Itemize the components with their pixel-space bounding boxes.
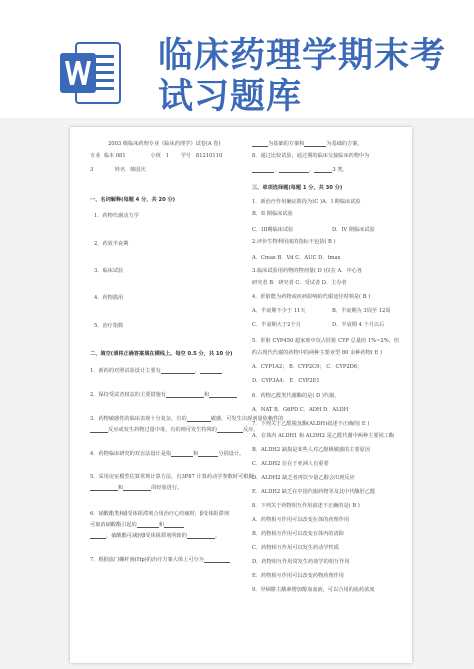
info-name-label: 姓名 <box>114 167 126 173</box>
info-row-2 <box>90 167 146 173</box>
document-title-line-1: 临床药理学期末考 <box>158 36 447 76</box>
mcq-7: 7．下列关于乙醛脱氢酶(ALDH)叙述不正确的( E ) <box>252 421 370 427</box>
fill-7: 7．根据血门螺杆菌(Hp)的治疗方案大体上可分为 <box>90 557 230 563</box>
mcq-8-d: D．药物相互作用常发生药效学的相互作用 <box>252 559 350 565</box>
mcq-4-d: D．半衰期 4 个月以后 <box>332 322 385 328</box>
info-seq: 3 <box>90 167 94 173</box>
mcq-8-c: C．药物相互作用可以发生药动学性质 <box>252 545 339 551</box>
page-header <box>0 0 474 118</box>
info-group-value: 1 <box>165 153 170 159</box>
document-title-line-2: 试习题库 <box>158 77 303 117</box>
section3-title: 三、单项选择题(每题 1 分，共 30 分) <box>252 185 343 191</box>
mcq-2: 2.评价生物利用度的指标不包括( B ) <box>252 239 336 245</box>
mcq-3: 3.临床试验用药物的物剂量( D )仅在 A．中心各 <box>252 268 363 274</box>
exam-heading: 2003 级临床药理专业《临床药理学》试卷(A 卷) <box>108 141 221 147</box>
term-3: 3．临床试验 <box>94 268 124 274</box>
mcq-8-e: E．药物相互作用可以改变药物药理作用 <box>252 573 344 579</box>
info-id-label: 学号 <box>180 153 191 159</box>
fill-4: 4．药物临床研究的双盲法设计是指 和 分别设计。 <box>90 451 245 457</box>
mcq-9: 9．异烟肼主酸素增加醇血血液，可以合用的血药浓度 <box>252 587 375 593</box>
mcq-4-c: C．半衰期大于2个月 <box>252 322 301 328</box>
mcq-4: 4．肝脏能为药物或疾病影响的代谢途径时频是( B ) <box>252 294 371 300</box>
mcq-5-c: A．CYP1A2； B．CYP2C9； C．CYP2D6； <box>252 364 363 370</box>
fill-5b: 和 的经验进行。 <box>90 485 182 491</box>
mcq-8-b: B．药物相互作用可以改变在体内的清除 <box>252 531 344 537</box>
mcq-6: 6．药物乙醛类代谢酶的是( D )代谢。 <box>252 393 340 399</box>
mcq-2-options: A．Cmax B．Vd C．AUC D．tmax <box>252 255 341 261</box>
right-top-2: 8．通过比较试验，通过期的临床交接临床药物中为 <box>252 153 370 159</box>
info-major-value: 临本 081 <box>103 153 126 159</box>
mcq-5-b: 约占现代代谢的药物中的两种主要亚型 80 余种药物( E ) <box>252 350 382 356</box>
mcq-8: 8．下列关于药物相互作用叙述不正确的是( B ) <box>252 503 360 509</box>
fill-3a: 3．药物敏感性的临床表现十分复杂，有的 敏感，可发生出现剂量依赖性的 <box>90 416 284 422</box>
fill-6c: ，硝酸酯可减轻β受体阻滞剂所致的 。 <box>90 533 220 539</box>
mcq-5-d: D．CYP3A4； E．CYP2E1 <box>252 378 320 384</box>
section1-title: 一、名词解释(每题 4 分，共 20 分) <box>90 197 176 203</box>
mcq-7-b: B．ALDH2 缺损是某些人对乙醇极敏感的主要原因 <box>252 447 371 453</box>
fill-1: 1．新药的对照试验设计主要有 、 <box>90 368 222 374</box>
info-major-label: 专业 <box>90 153 101 159</box>
fill-3b: 反应或发生药物过量中毒，有的则可发生特殊的 反应。 <box>90 427 259 433</box>
term-1: 1．药物代谢动力学 <box>94 213 139 219</box>
mcq-1-d: D．IV 期临床试验 <box>332 227 375 233</box>
mcq-4-b: B．半衰期为 3周至 12周 <box>332 308 391 314</box>
fill-6b: 可取消硝酸酯引起的 和 <box>90 522 184 528</box>
mcq-1-c: C．III期临床试验 <box>252 227 294 233</box>
mcq-7-e: E．ALDH2 缺乏在中国代谢药物等及其中代酶肝乙醛 <box>252 489 376 495</box>
word-document-icon <box>60 41 122 105</box>
mcq-7-d: D．ALDH2 缺乏者再饮少量乙醇会出现反应 <box>252 475 355 481</box>
mcq-7-c: C．ALDH2 位在于亚洲人有重要 <box>252 461 329 467</box>
term-5: 5．治疗指数 <box>94 323 124 329</box>
mcq-8-a: A．药物相互作用可以改变在体的药理作用 <box>252 517 350 523</box>
info-id-value: 81210110 <box>195 153 223 159</box>
info-group-label: 小班 <box>150 153 161 159</box>
mcq-1-b: B．II 期临床试验 <box>252 211 293 217</box>
fill-6a: 6．硝酸酯类和β受体阻滞剂合用治疗心绞痛时，β受体阻滞剂 <box>90 511 229 517</box>
term-4: 4．药物滥用 <box>94 295 124 301</box>
section2-title: 二、填空(请将正确答案填在横线上。每空 0.5 分，共 10 分) <box>90 351 233 357</box>
mcq-1: 1．新治疗作用确证阶段为(C )A．I 期临床试验 <box>252 199 361 205</box>
info-row <box>90 153 222 159</box>
mcq-7-a: A．在体内 ALDH1 和 ALDH2 是乙醛代谢中两种主要同工酶 <box>252 433 395 439</box>
fill-2: 2．保持受试者权益的主要措施有 和 <box>90 392 237 398</box>
right-top-1: 为基础的方案和 为基础的方案。 <box>252 141 363 147</box>
info-name-value: 韩国庆 <box>130 167 146 173</box>
right-top-3: 、 、 3 类。 <box>252 167 348 173</box>
mcq-5: 5．肝脏 CYP450 超家族中仅占肝脏 CYP 总量的 1%~2%，但 <box>252 338 400 344</box>
mcq-6-options: A．NAT B．G6PD C．ADH D．ALDH <box>252 407 349 413</box>
mcq-4-a: A．半衰期不少于 11天 <box>252 308 306 314</box>
exam-page[interactable] <box>70 127 412 663</box>
mcq-3-b: 研究者 B．研究者 C．受试者 D．主办者 <box>252 280 347 286</box>
term-2: 2．药效半衰期 <box>94 241 129 247</box>
fill-5a: 5．采用房室模型估算常规计算方法，有3P87 计算药动学参数时可根据 <box>90 474 254 480</box>
